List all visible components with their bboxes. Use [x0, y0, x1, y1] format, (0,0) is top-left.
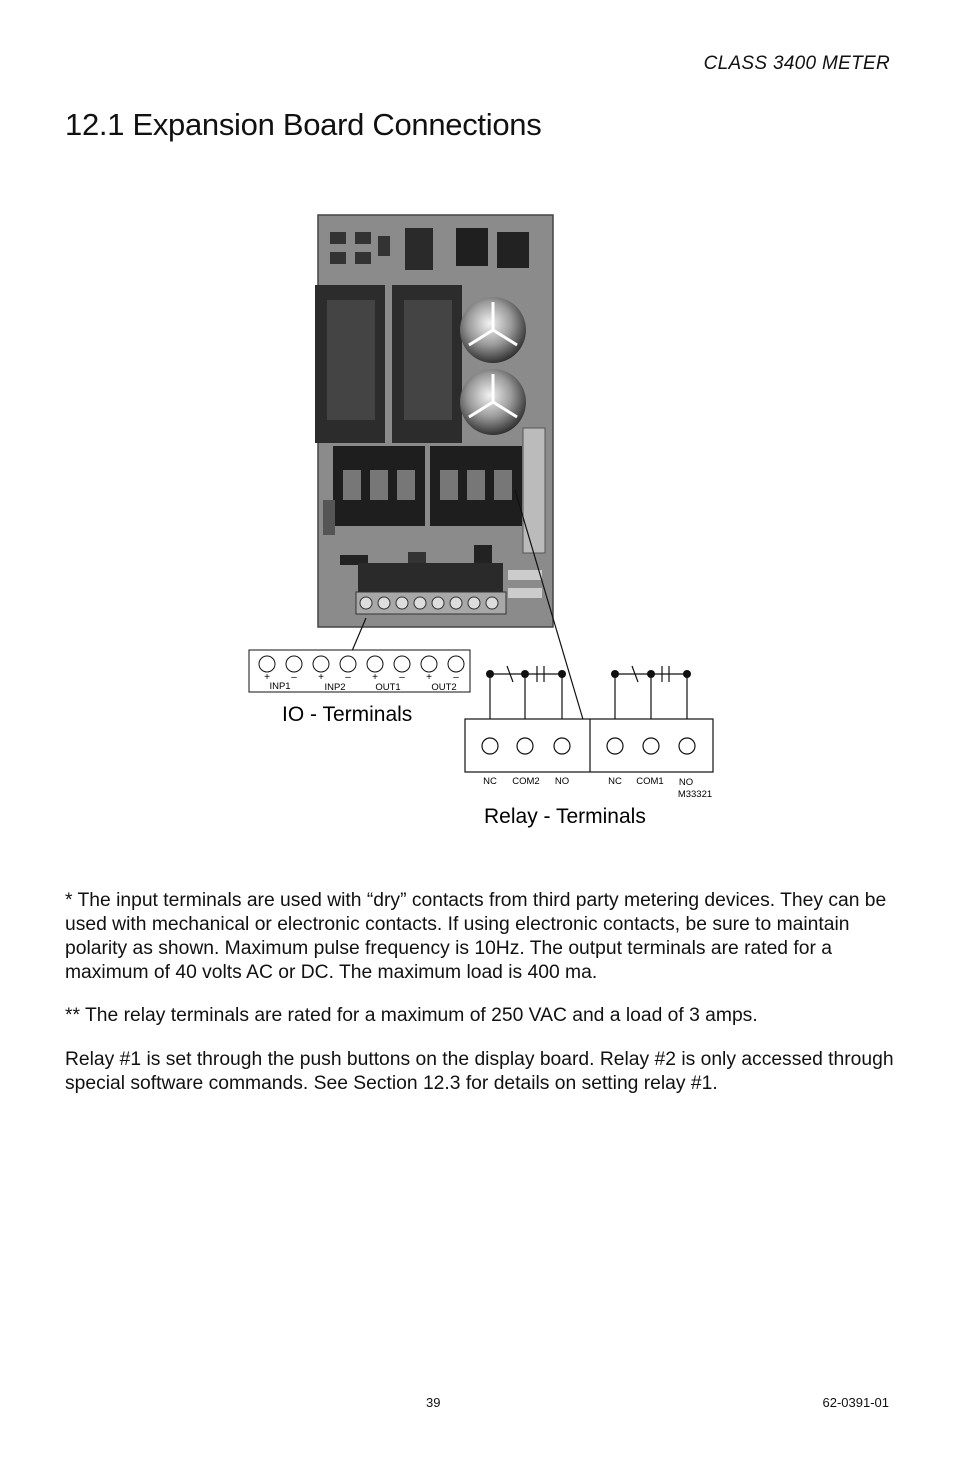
section-title: 12.1 Expansion Board Connections: [65, 107, 542, 142]
relay-terminals-heading: Relay - Terminals: [484, 805, 646, 828]
polarity-plus: +: [318, 672, 324, 683]
running-header: CLASS 3400 METER: [703, 53, 890, 74]
expansion-board-photo: [315, 215, 553, 627]
polarity-minus: –: [291, 672, 297, 683]
relay-label-no-2: NO: [554, 776, 570, 787]
relay-label-nc-2: NC: [483, 776, 497, 787]
relay-label-nc-1: NC: [608, 776, 622, 787]
figure-code: M33321: [677, 789, 713, 800]
relay-setting-note: Relay #1 is set through the push buttons on the display board. Relay #2 is only accessed through special software commands. See Section 12.3 for details on setting relay #1.: [65, 1049, 894, 1094]
io-terminal-block: [249, 650, 470, 693]
polarity-plus: +: [372, 672, 378, 683]
io-terminals-heading: IO - Terminals: [282, 703, 413, 726]
relay-label-com2: COM2: [512, 776, 540, 787]
page-number: 39: [426, 1395, 441, 1410]
document-number: 62-0391-01: [822, 1395, 889, 1410]
polarity-minus: –: [345, 672, 351, 683]
polarity-minus: –: [399, 672, 405, 683]
relay-label-com1: COM1: [636, 776, 664, 787]
io-label-out1: OUT1: [375, 682, 401, 693]
polarity-plus: +: [264, 672, 270, 683]
io-label-inp1: INP1: [269, 681, 291, 692]
relay-terminal-block: [465, 666, 713, 772]
polarity-minus: –: [453, 672, 459, 683]
polarity-plus: +: [426, 672, 432, 683]
input-terminals-note: * The input terminals are used with “dry” contacts from third party metering devices. They can be used with mechanical or electronic contacts. If using electronic contacts, be sure to maintain polarity as shown. Maximum pulse frequency is 10Hz. The output terminals are rated for a maximum of 40 volts AC or DC. The maximum load is 400 ma.: [65, 890, 887, 983]
io-label-out2: OUT2: [431, 682, 457, 693]
relay-terminals-note: ** The relay terminals are rated for a maximum of 250 VAC and a load of 3 amps.: [65, 1005, 758, 1026]
relay-label-no-1: NO: [678, 777, 694, 788]
io-label-inp2: INP2: [324, 682, 346, 693]
